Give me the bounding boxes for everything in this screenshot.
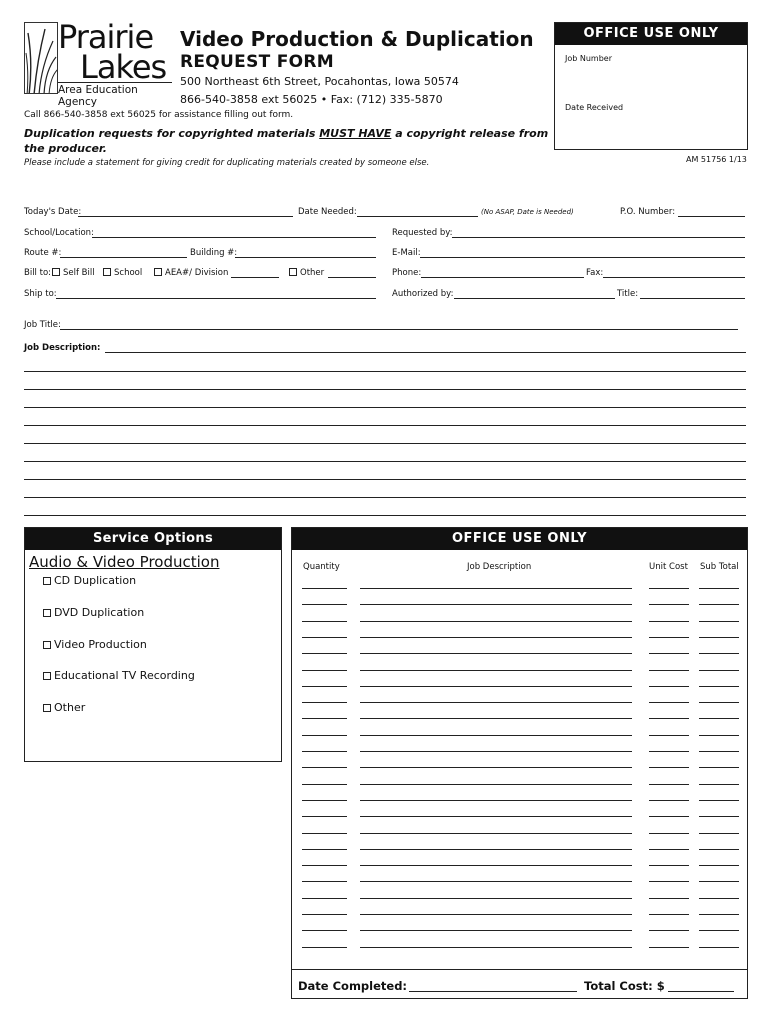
address: 500 Northeast 6th Street, Pocahontas, Iowa 50574 bbox=[180, 75, 459, 88]
po-number-label: P.O. Number: bbox=[620, 207, 676, 217]
form-subtitle: REQUEST FORM bbox=[180, 52, 335, 72]
office-use-row-line[interactable] bbox=[302, 751, 347, 752]
office-use-row-line[interactable] bbox=[360, 670, 632, 671]
office-use-row-line[interactable] bbox=[699, 653, 739, 654]
other-bill-field[interactable] bbox=[328, 268, 376, 278]
office-use-row-line[interactable] bbox=[360, 849, 632, 850]
office-use-row-line[interactable] bbox=[360, 751, 632, 752]
service-option-label: DVD Duplication bbox=[54, 606, 145, 619]
office-use-row-line[interactable] bbox=[699, 735, 739, 736]
po-number-field[interactable] bbox=[678, 207, 745, 217]
office-use-row-line[interactable] bbox=[699, 588, 739, 589]
office-use-row-line[interactable] bbox=[360, 784, 632, 785]
office-use-row-line[interactable] bbox=[360, 800, 632, 801]
credit-note: Please include a statement for giving credit for duplicating materials created by someone else. bbox=[24, 158, 430, 168]
office-use-row-line[interactable] bbox=[302, 670, 347, 671]
office-use-table bbox=[291, 527, 748, 999]
self-bill-label: Self Bill bbox=[63, 268, 95, 278]
office-use-row-line[interactable] bbox=[649, 930, 689, 931]
bill-to-label: Bill to: bbox=[24, 268, 52, 278]
office-use-row-line[interactable] bbox=[360, 881, 632, 882]
date-needed-label: Date Needed: bbox=[298, 207, 357, 217]
self-bill-checkbox[interactable] bbox=[52, 268, 60, 276]
fax-field[interactable] bbox=[603, 268, 745, 278]
service-options-title: Service Options bbox=[25, 528, 281, 550]
aea-division-label: AEA#/ Division bbox=[165, 268, 229, 278]
job-description-line[interactable] bbox=[24, 389, 746, 390]
office-use-row-line[interactable] bbox=[699, 849, 739, 850]
office-use-row-line[interactable] bbox=[360, 702, 632, 703]
office-use-row-line[interactable] bbox=[360, 930, 632, 931]
ship-to-field[interactable] bbox=[56, 289, 376, 299]
route-field[interactable] bbox=[60, 248, 187, 258]
office-use-row-line[interactable] bbox=[699, 784, 739, 785]
building-label: Building #: bbox=[190, 248, 238, 258]
service-option-label: Educational TV Recording bbox=[54, 669, 195, 682]
office-use-row-line[interactable] bbox=[302, 881, 347, 882]
date-completed-field[interactable] bbox=[409, 980, 577, 992]
office-use-row-line[interactable] bbox=[302, 735, 347, 736]
office-use-row-line[interactable] bbox=[699, 833, 739, 834]
office-use-row-line[interactable] bbox=[649, 621, 689, 622]
office-use-row-line[interactable] bbox=[360, 588, 632, 589]
office-use-row-line[interactable] bbox=[699, 702, 739, 703]
office-use-row-line[interactable] bbox=[360, 833, 632, 834]
subtotal-header: Sub Total bbox=[700, 562, 739, 572]
office-use-row-line[interactable] bbox=[649, 914, 689, 915]
title-field[interactable] bbox=[640, 289, 745, 299]
office-use-row-line[interactable] bbox=[699, 800, 739, 801]
office-use-row-line[interactable] bbox=[699, 865, 739, 866]
service-option-cd[interactable] bbox=[43, 574, 136, 587]
total-cost-field[interactable] bbox=[668, 980, 734, 992]
quantity-header: Quantity bbox=[303, 562, 340, 572]
service-option-video[interactable] bbox=[43, 638, 147, 651]
office-use-row-line[interactable] bbox=[360, 637, 632, 638]
office-use-row-line[interactable] bbox=[302, 767, 347, 768]
office-use-row-line[interactable] bbox=[649, 588, 689, 589]
office-use-row-line[interactable] bbox=[649, 881, 689, 882]
job-number-label: Job Number bbox=[565, 54, 613, 63]
date-received-label: Date Received bbox=[565, 103, 624, 112]
office-use-row-line[interactable] bbox=[302, 702, 347, 703]
job-description-line[interactable] bbox=[24, 371, 746, 372]
job-description-line[interactable] bbox=[24, 497, 746, 498]
logo-line1: Prairie bbox=[58, 18, 154, 56]
office-use-row-line[interactable] bbox=[699, 718, 739, 719]
phone-field[interactable] bbox=[421, 268, 584, 278]
office-use-row-line[interactable] bbox=[360, 947, 632, 948]
office-use-row-line[interactable] bbox=[302, 784, 347, 785]
email-label: E-Mail: bbox=[392, 248, 421, 258]
school-location-field[interactable] bbox=[92, 228, 376, 238]
service-option-label: CD Duplication bbox=[54, 574, 137, 587]
office-use-row-line[interactable] bbox=[699, 751, 739, 752]
aea-division-checkbox[interactable] bbox=[154, 268, 162, 276]
office-use-row-line[interactable] bbox=[360, 621, 632, 622]
phone-fax: 866-540-3858 ext 56025 • Fax: (712) 335-5870 bbox=[180, 93, 443, 106]
office-use-row-line[interactable] bbox=[302, 604, 347, 605]
office-use-row-line[interactable] bbox=[649, 604, 689, 605]
service-option-dvd[interactable] bbox=[43, 606, 144, 619]
office-use-row-line[interactable] bbox=[360, 604, 632, 605]
etv-checkbox[interactable] bbox=[43, 672, 51, 680]
todays-date-label: Today's Date: bbox=[24, 207, 82, 217]
job-description-line[interactable] bbox=[24, 443, 746, 444]
office-use-row-line[interactable] bbox=[302, 833, 347, 834]
office-use-row-line[interactable] bbox=[360, 686, 632, 687]
office-use-row-line[interactable] bbox=[649, 816, 689, 817]
copyright-note bbox=[24, 126, 554, 156]
office-use-row-line[interactable] bbox=[302, 849, 347, 850]
service-option-other[interactable] bbox=[43, 701, 85, 714]
call-note: Call 866-540-3858 ext 56025 for assistance filling out form. bbox=[24, 110, 294, 120]
school-checkbox[interactable] bbox=[103, 268, 111, 276]
aea-division-option[interactable] bbox=[154, 268, 228, 278]
office-use-row-line[interactable] bbox=[302, 637, 347, 638]
office-use-row-line[interactable] bbox=[302, 800, 347, 801]
office-use-row-line[interactable] bbox=[360, 865, 632, 866]
office-use-row-line[interactable] bbox=[699, 898, 739, 899]
school-option[interactable] bbox=[103, 268, 142, 278]
job-description-line[interactable] bbox=[24, 515, 746, 516]
no-asap-note: (No ASAP, Date is Needed) bbox=[481, 208, 574, 216]
requested-by-field[interactable] bbox=[452, 228, 745, 238]
fax-label: Fax: bbox=[586, 268, 604, 278]
office-use-row-line[interactable] bbox=[649, 735, 689, 736]
office-use-row-line[interactable] bbox=[302, 816, 347, 817]
logo bbox=[58, 18, 172, 108]
office-use-box bbox=[554, 22, 748, 150]
email-field[interactable] bbox=[420, 248, 745, 258]
unit-cost-header: Unit Cost bbox=[649, 562, 688, 572]
authorized-by-field[interactable] bbox=[454, 289, 615, 299]
logo-agency: Area Education Agency bbox=[58, 82, 172, 108]
job-description-line[interactable] bbox=[24, 407, 746, 408]
office-use-row-line[interactable] bbox=[360, 718, 632, 719]
date-completed-label: Date Completed: bbox=[298, 979, 408, 993]
office-use-row-line[interactable] bbox=[302, 686, 347, 687]
job-title-field[interactable] bbox=[60, 320, 738, 330]
office-use-row-line[interactable] bbox=[302, 588, 347, 589]
job-description-label: Job Description: bbox=[24, 343, 101, 353]
office-use-row-line[interactable] bbox=[699, 637, 739, 638]
copyright-note-part2: a copyright release from the producer. bbox=[24, 127, 549, 155]
copyright-note-part1: Duplication requests for copyrighted materials bbox=[24, 127, 320, 140]
office-use-table-title: OFFICE USE ONLY bbox=[292, 528, 747, 550]
office-use-row-line[interactable] bbox=[649, 702, 689, 703]
office-use-row-line[interactable] bbox=[699, 670, 739, 671]
office-use-row-line[interactable] bbox=[699, 816, 739, 817]
logo-grass-icon bbox=[24, 22, 58, 94]
office-use-row-line[interactable] bbox=[649, 865, 689, 866]
route-label: Route #: bbox=[24, 248, 62, 258]
job-title-label: Job Title: bbox=[24, 320, 61, 330]
office-use-row-line[interactable] bbox=[302, 898, 347, 899]
office-use-row-line[interactable] bbox=[699, 881, 739, 882]
office-use-row-line[interactable] bbox=[302, 930, 347, 931]
office-use-row-line[interactable] bbox=[649, 670, 689, 671]
other-service-checkbox[interactable] bbox=[43, 704, 51, 712]
office-use-row-line[interactable] bbox=[699, 686, 739, 687]
office-use-row-line[interactable] bbox=[302, 718, 347, 719]
cd-checkbox[interactable] bbox=[43, 577, 51, 585]
office-use-row-line[interactable] bbox=[649, 767, 689, 768]
service-option-label: Other bbox=[54, 701, 86, 714]
requested-by-label: Requested by: bbox=[392, 228, 453, 238]
title-label: Title: bbox=[617, 289, 639, 299]
dvd-checkbox[interactable] bbox=[43, 609, 51, 617]
office-use-row-line[interactable] bbox=[699, 930, 739, 931]
office-use-row-line[interactable] bbox=[699, 621, 739, 622]
aea-division-field[interactable] bbox=[231, 268, 279, 278]
office-use-row-line[interactable] bbox=[649, 947, 689, 948]
office-use-row-line[interactable] bbox=[649, 784, 689, 785]
office-use-row-line[interactable] bbox=[360, 898, 632, 899]
job-description-line[interactable] bbox=[24, 425, 746, 426]
office-use-row-line[interactable] bbox=[360, 914, 632, 915]
service-options-box bbox=[24, 527, 282, 762]
office-use-footer bbox=[292, 969, 747, 999]
service-subtitle: Audio & Video Production bbox=[29, 553, 220, 571]
todays-date-field[interactable] bbox=[78, 207, 293, 217]
office-use-row-line[interactable] bbox=[302, 947, 347, 948]
building-field[interactable] bbox=[235, 248, 376, 258]
authorized-by-label: Authorized by: bbox=[392, 289, 454, 299]
office-use-row-line[interactable] bbox=[649, 800, 689, 801]
office-use-row-line[interactable] bbox=[699, 914, 739, 915]
office-use-row-line[interactable] bbox=[302, 653, 347, 654]
service-option-etv[interactable] bbox=[43, 669, 195, 682]
office-use-row-line[interactable] bbox=[699, 604, 739, 605]
service-option-label: Video Production bbox=[54, 638, 147, 651]
job-description-line[interactable] bbox=[24, 461, 746, 462]
office-use-row-line[interactable] bbox=[649, 637, 689, 638]
office-use-row-line[interactable] bbox=[649, 898, 689, 899]
office-use-row-line[interactable] bbox=[360, 767, 632, 768]
school-label: School bbox=[114, 268, 143, 278]
office-use-title: OFFICE USE ONLY bbox=[555, 23, 747, 45]
form-code: AM 51756 1/13 bbox=[686, 155, 747, 164]
office-use-row-line[interactable] bbox=[649, 718, 689, 719]
job-description-line[interactable] bbox=[24, 479, 746, 480]
other-bill-checkbox[interactable] bbox=[289, 268, 297, 276]
phone-label: Phone: bbox=[392, 268, 422, 278]
logo-line2: Lakes bbox=[80, 48, 167, 86]
office-use-row-line[interactable] bbox=[360, 816, 632, 817]
other-bill-option[interactable] bbox=[289, 268, 324, 278]
office-use-row-line[interactable] bbox=[649, 833, 689, 834]
office-use-row-line[interactable] bbox=[699, 767, 739, 768]
video-checkbox[interactable] bbox=[43, 641, 51, 649]
office-use-row-line[interactable] bbox=[302, 865, 347, 866]
office-use-row-line[interactable] bbox=[302, 914, 347, 915]
ship-to-label: Ship to: bbox=[24, 289, 57, 299]
school-location-label: School/Location: bbox=[24, 228, 94, 238]
job-description-field[interactable] bbox=[105, 343, 746, 353]
office-use-row-line[interactable] bbox=[649, 849, 689, 850]
office-use-row-line[interactable] bbox=[649, 653, 689, 654]
office-use-row-line[interactable] bbox=[649, 751, 689, 752]
other-bill-label: Other bbox=[300, 268, 325, 278]
office-use-row-line[interactable] bbox=[699, 947, 739, 948]
total-cost-label: Total Cost: $ bbox=[584, 979, 665, 993]
copyright-note-must: MUST HAVE bbox=[319, 127, 392, 140]
office-use-row-line[interactable] bbox=[360, 653, 632, 654]
office-use-row-line[interactable] bbox=[649, 686, 689, 687]
form-title: Video Production & Duplication bbox=[180, 27, 534, 51]
office-use-row-line[interactable] bbox=[302, 621, 347, 622]
date-needed-field[interactable] bbox=[357, 207, 478, 217]
office-use-row-line[interactable] bbox=[360, 735, 632, 736]
description-header: Job Description bbox=[467, 562, 532, 572]
self-bill-option[interactable] bbox=[52, 268, 95, 278]
